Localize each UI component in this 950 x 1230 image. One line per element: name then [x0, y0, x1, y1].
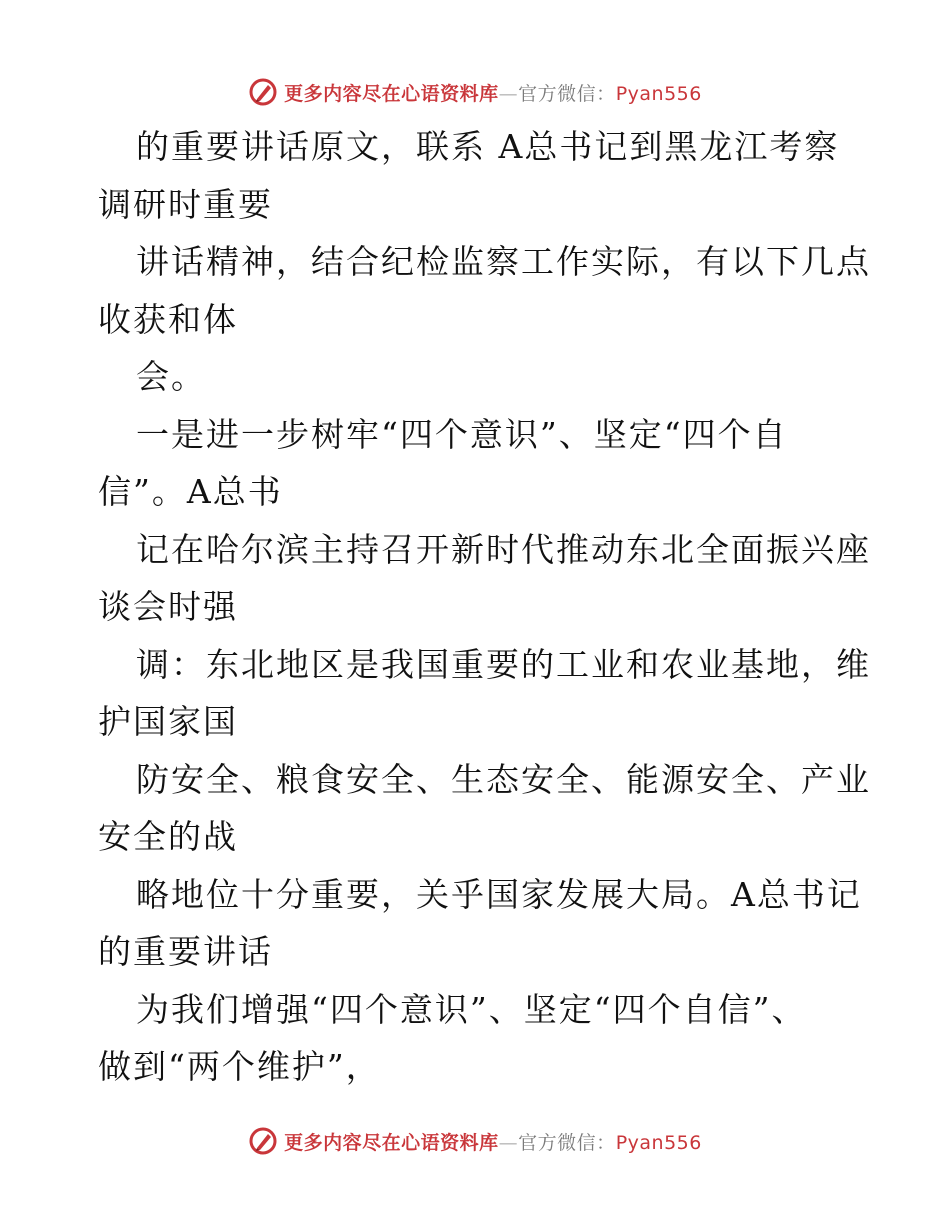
text-line: 的重要讲话原文，联系 A总书记到黑龙江考察 — [136, 127, 840, 166]
text-line: 防安全、粮食安全、生态安全、能源安全、产业 — [136, 759, 871, 799]
watermark-brand: 更多内容尽在心语资料库 — [284, 1131, 499, 1154]
watermark-label: 官方微信： — [518, 1131, 616, 1154]
document-body — [98, 118, 871, 1096]
text-line: 会。 — [136, 357, 206, 396]
watermark-account: Pyan556 — [615, 82, 702, 105]
text-line: 记在哈尔滨主持召开新时代推动东北全面振兴座 — [136, 529, 871, 569]
text-line: 讲话精神，结合纪检监察工作实际，有以下几点 — [136, 242, 871, 281]
watermark-text — [284, 1128, 702, 1155]
text-line: 调：东北地区是我国重要的工业和农业基地，维 — [136, 644, 871, 684]
text-line: 调研时重要 — [98, 184, 273, 224]
text-line: 做到“两个维护”， — [98, 1047, 381, 1086]
watermark-dash: — — [498, 82, 519, 105]
watermark-brand: 更多内容尽在心语资料库 — [284, 82, 499, 105]
text-line: 安全的战 — [98, 817, 238, 856]
text-line: 的重要讲话 — [98, 932, 273, 971]
pen-logo-icon — [248, 77, 278, 107]
text-line: 略地位十分重要，关乎国家发展大局。A总书记 — [136, 874, 862, 914]
text-line: 护国家国 — [98, 702, 238, 741]
text-line: 一是进一步树牢“四个意识”、坚定“四个自 — [136, 414, 788, 454]
footer-watermark-banner — [0, 1121, 950, 1161]
text-line: 为我们增强“四个意识”、坚定“四个自信”、 — [136, 989, 807, 1029]
pen-logo-icon — [248, 1126, 278, 1156]
watermark-dash: — — [498, 1131, 519, 1154]
header-watermark-banner — [0, 72, 950, 112]
text-line: 谈会时强 — [98, 587, 238, 626]
text-line: 收获和体 — [98, 299, 238, 339]
text-line: 信”。A总书 — [98, 472, 283, 511]
watermark-account: Pyan556 — [615, 1131, 702, 1154]
watermark-text — [284, 79, 702, 106]
watermark-label: 官方微信： — [518, 82, 616, 105]
